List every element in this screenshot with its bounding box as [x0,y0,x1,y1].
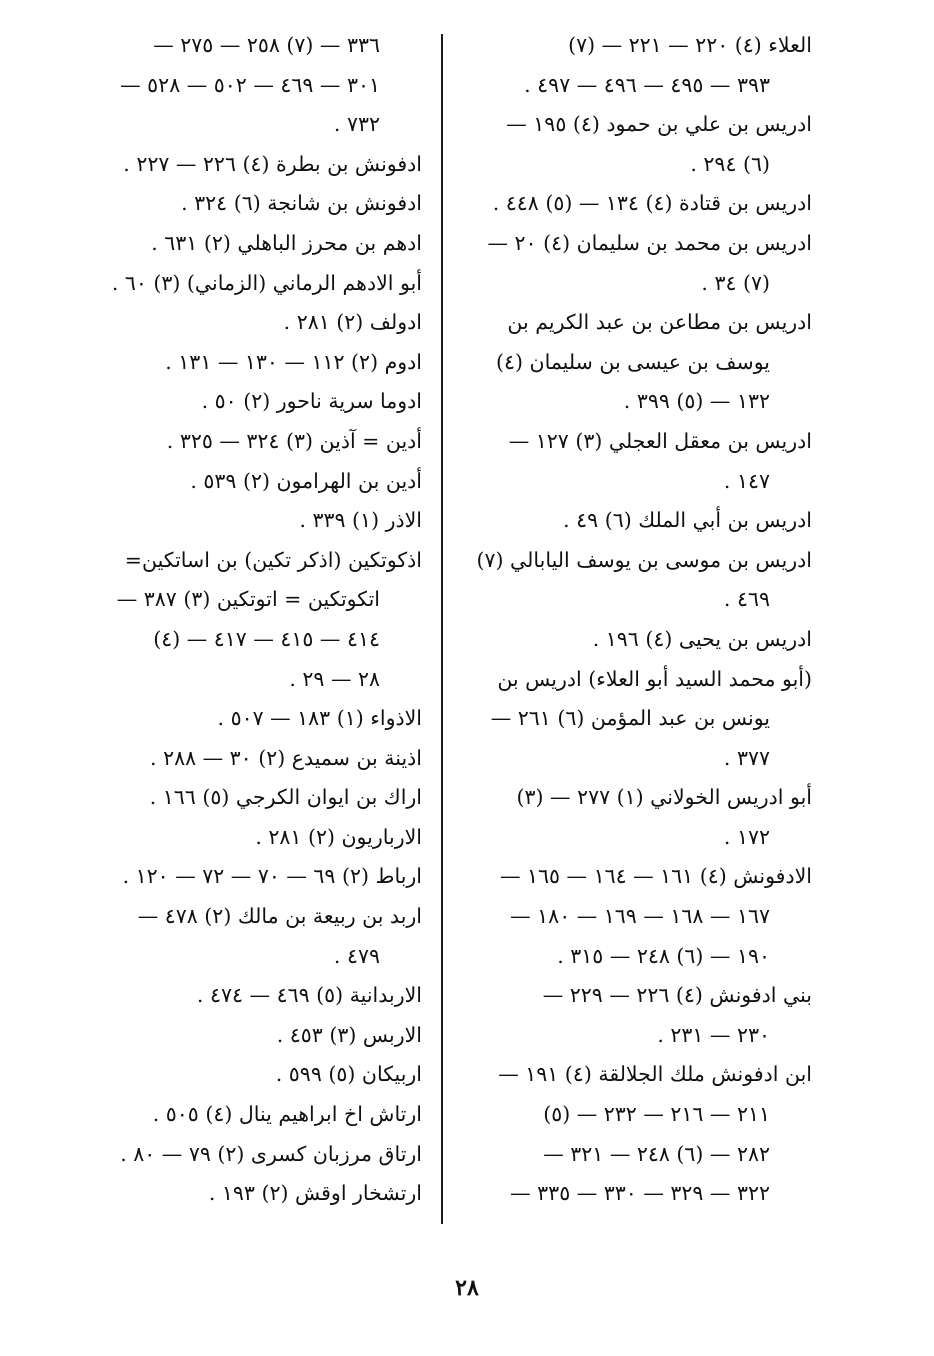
index-entry: الاذواء (١) ١٨٣ — ٥٠٧ . [217,706,422,731]
index-entry-continuation: ١٩٠ — (٦) ٢٤٨ — ٣١٥ . [557,943,770,968]
index-entry: ادهم بن محرز الباهلي (٢) ٦٣١ . [151,230,422,255]
left-column [72,26,422,1214]
index-entry: الاذر (١) ٣٣٩ . [299,508,422,533]
index-entry: ادريس بن يحيى (٤) ١٩٦ . [592,626,812,651]
index-entry-continuation: ١٦٧ — ١٦٨ — ١٦٩ — ١٨٠ — [510,904,770,929]
index-entry-continuation: ٣٠١ — ٤٦٩ — ٥٠٢ — ٥٢٨ — [120,72,380,97]
index-entry-continuation: ٤٦٩ . [723,587,770,612]
index-entry-continuation: ٧٣٢ . [333,112,380,137]
index-entry: أدين بن الهرامون (٢) ٥٣٩ . [190,468,422,493]
index-entry-continuation: يوسف بن عيسى بن سليمان (٤) [495,349,770,374]
index-entry: أبو الادهم الرماني (الزماني) (٣) ٦٠ . [111,270,422,295]
index-entry: ادريس بن محمد بن سليمان (٤) ٢٠ — [487,230,812,255]
index-entry: ادريس بن أبي الملك (٦) ٤٩ . [563,508,812,533]
index-entry-continuation: ٣٩٣ — ٤٩٥ — ٤٩٦ — ٤٩٧ . [524,72,770,97]
right-column [468,26,812,1214]
index-entry: الارباريون (٢) ٢٨١ . [255,824,422,849]
index-entry: ادريس بن موسى بن يوسف اليابالي (٧) [476,547,812,572]
index-entry: ادريس بن علي بن حمود (٤) ١٩٥ — [506,112,812,137]
index-entry-continuation: يونس بن عبد المؤمن (٦) ٢٦١ — [490,706,770,731]
index-entry: بني ادفونش (٤) ٢٢٦ — ٢٢٩ — [542,983,812,1008]
index-entry: ادوم (٢) ١١٢ — ١٣٠ — ١٣١ . [165,349,422,374]
index-entry: ادريس بن قتادة (٤) ١٣٤ — (٥) ٤٤٨ . [492,191,812,216]
index-entry: اراك بن ايوان الكرجي (٥) ١٦٦ . [149,785,422,810]
index-entry-continuation: ٣٧٧ . [723,745,770,770]
index-entry: الاربس (٣) ٤٥٣ . [276,1022,422,1047]
index-entry-continuation: ٣٢٢ — ٣٢٩ — ٣٣٠ — ٣٣٥ — [510,1181,770,1206]
index-entry: (أبو محمد السيد أبو العلاء) ادريس بن [497,666,812,691]
index-entry-continuation: ٣٣٦ — (٧) ٢٥٨ — ٢٧٥ — [153,33,380,57]
index-entry-continuation: ١٧٢ . [723,824,770,849]
index-entry: اذينة بن سميدع (٢) ٣٠ — ٢٨٨ . [150,745,422,770]
index-entry-continuation: ٢٨ — ٢٩ . [289,666,380,691]
index-entry: ابن ادفونش ملك الجلالقة (٤) ١٩١ — [498,1062,812,1087]
index-entry-continuation: (٦) ٢٩٤ . [690,151,770,176]
index-entry-continuation: ٤٧٩ . [333,943,380,968]
index-entry: ادولف (٢) ٢٨١ . [283,310,422,335]
column-divider [441,34,443,1224]
index-entry: أدين = آذين (٣) ٣٢٤ — ٣٢٥ . [166,428,422,453]
index-entry: ادريس بن مطاعن بن عبد الكريم بن [507,310,812,335]
index-entry: الاربدانية (٥) ٤٦٩ — ٤٧٤ . [196,983,422,1008]
index-entry-continuation: ١٣٢ — (٥) ٣٩٩ . [623,389,770,414]
index-entry: ارتاش اخ ابراهيم ينال (٤) ٥٠٥ . [152,1102,422,1127]
index-entry: ادريس بن معقل العجلي (٣) ١٢٧ — [508,428,812,453]
index-entry: ادفونش بن شانجة (٦) ٣٢٤ . [181,191,422,216]
index-entry-continuation: ٢١١ — ٢١٦ — ٢٣٢ — (٥) [543,1102,770,1127]
index-entry: العلاء (٤) ٢٢٠ — ٢٢١ — (٧) [568,33,812,57]
index-entry: اربد بن ربيعة بن مالك (٢) ٤٧٨ — [137,904,422,929]
index-entry-continuation: ١٤٧ . [723,468,770,493]
index-entry: اربيكان (٥) ٥٩٩ . [275,1062,422,1087]
index-entry: الادفونش (٤) ١٦١ — ١٦٤ — ١٦٥ — [499,864,812,889]
index-entry: ادفونش بن بطرة (٤) ٢٢٦ — ٢٢٧ . [123,151,422,176]
index-entry: ادوما سرية ناحور (٢) ٥٠ . [201,389,422,414]
index-entry-continuation: ٤١٤ — ٤١٥ — ٤١٧ — (٤) [153,626,380,651]
index-entry: ارتاق مرزبان كسرى (٢) ٧٩ — ٨٠ . [120,1141,422,1166]
index-entry-continuation: (٧) ٣٤ . [701,270,770,295]
index-entry: ارتشخار اوقش (٢) ١٩٣ . [208,1181,422,1206]
index-entry-continuation: ٢٣٠ — ٢٣١ . [657,1022,770,1047]
index-entry: ارباط (٢) ٦٩ — ٧٠ — ٧٢ — ١٢٠ . [122,864,422,889]
page-number: ٢٨ [455,1275,479,1301]
index-entry-continuation: اتكوتكين = اتوتكين (٣) ٣٨٧ — [116,587,380,612]
index-entry-continuation: ٢٨٢ — (٦) ٢٤٨ — ٣٢١ — [543,1141,770,1166]
index-entry: أبو ادريس الخولاني (١) ٢٧٧ — (٣) [516,785,812,810]
index-entry: اذكوتكين (اذكر تكين) بن اساتكين= [124,547,422,572]
